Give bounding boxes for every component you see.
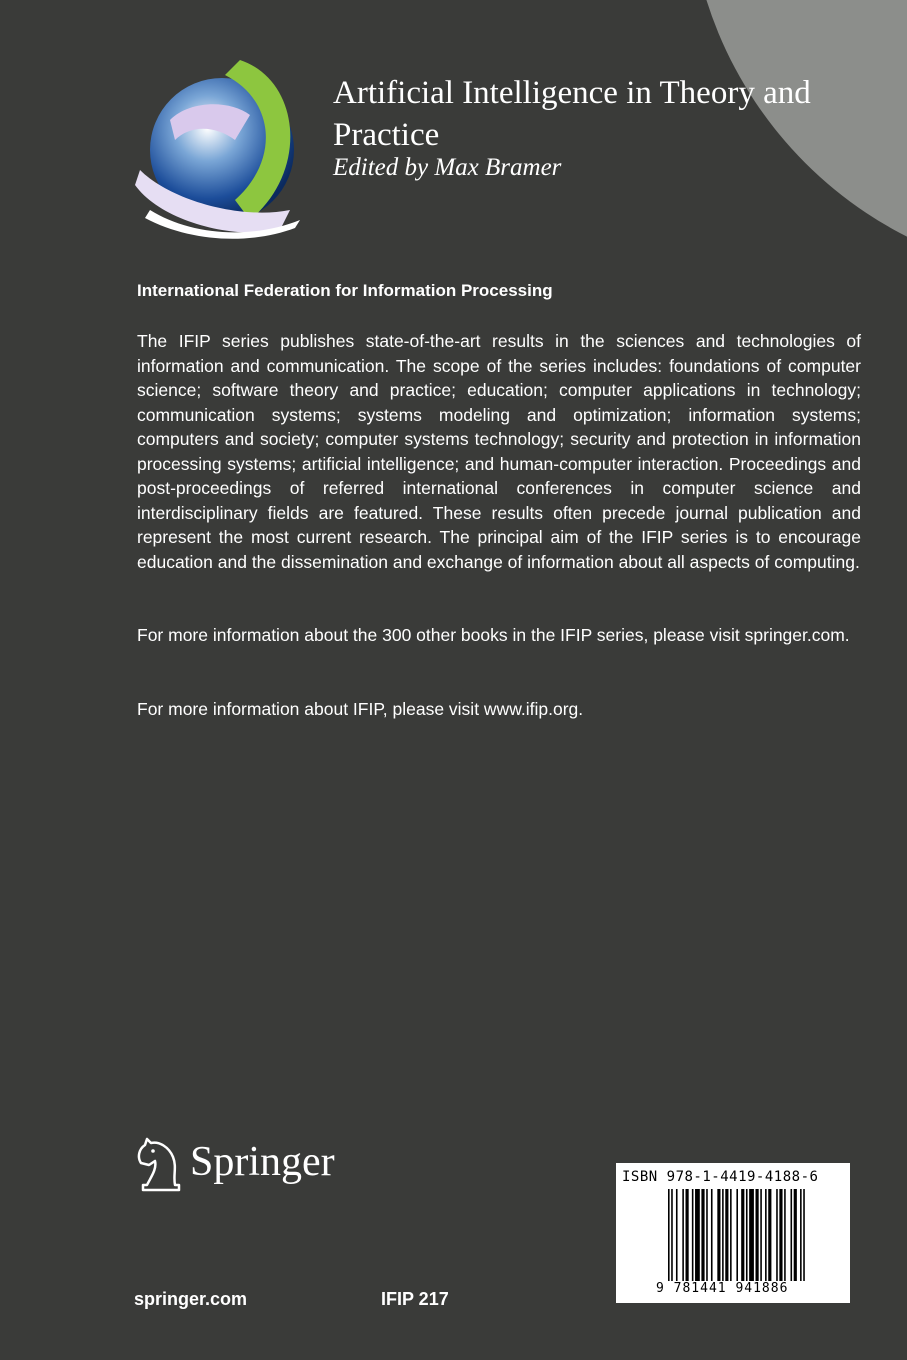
- barcode-bar: [676, 1189, 678, 1281]
- organization-heading: International Federation for Information Processing: [137, 281, 553, 300]
- barcode-digits: 9 781441 941886: [656, 1281, 789, 1296]
- barcode-bars: [668, 1189, 808, 1287]
- barcode-bar: [776, 1189, 778, 1281]
- barcode-bar: [794, 1189, 797, 1281]
- barcode-bar: [717, 1189, 720, 1281]
- barcode-bar: [682, 1189, 684, 1281]
- barcode-bar: [800, 1189, 802, 1281]
- barcode-bar: [791, 1189, 793, 1281]
- more-ifip-info: For more information about IFIP, please visit www.ifip.org.: [137, 699, 584, 719]
- barcode-bar: [736, 1189, 738, 1281]
- barcode-bar: [722, 1189, 724, 1281]
- barcode-bar: [803, 1189, 805, 1281]
- barcode-bar: [765, 1189, 767, 1281]
- isbn-label: ISBN 978-1-4419-4188-6: [622, 1169, 819, 1185]
- barcode-bar: [756, 1189, 759, 1281]
- barcode-bar: [686, 1189, 689, 1281]
- barcode-bar: [725, 1189, 728, 1281]
- book-editor: Edited by Max Bramer: [333, 154, 562, 181]
- barcode-bar: [741, 1189, 744, 1281]
- more-books-info: For more information about the 300 other books in the IFIP series, please visit springer.com.: [137, 625, 850, 645]
- barcode-bar: [749, 1189, 754, 1281]
- barcode-bar: [671, 1189, 673, 1281]
- series-description: The IFIP series publishes state-of-the-art results in the sciences and technologies of information and communication. The scope of the series includes: foundations of computer science; software theory and practice; education; computer applications in technology; communication systems; systems modeling and optimization; information systems; computers and society; computer systems technology; security and protection in information processing systems; artificial intelligence; and human-computer interaction. Proceedings and post-proceedings of referred international conferences in computer science and interdisciplinary fields are featured. These results often precede journal publication and represent the most current research. The principal aim of the IFIP series is to encourage education and the dissemination and exchange of information about all aspects of computing.: [137, 331, 861, 572]
- barcode-bar: [768, 1189, 771, 1281]
- isbn-barcode: [616, 1163, 850, 1303]
- barcode-bar: [695, 1189, 700, 1281]
- publisher-url[interactable]: springer.com: [134, 1289, 248, 1309]
- barcode-bar: [692, 1189, 694, 1281]
- barcode-bar: [784, 1189, 786, 1281]
- series-number: IFIP 217: [381, 1289, 449, 1309]
- barcode-bar: [711, 1189, 713, 1281]
- barcode-bar: [706, 1189, 708, 1281]
- barcode-bar: [730, 1189, 732, 1281]
- barcode-bar: [746, 1189, 748, 1281]
- barcode-bar: [760, 1189, 762, 1281]
- springer-wordmark: Springer: [190, 1139, 335, 1185]
- globe-logo-icon: [130, 50, 310, 245]
- barcode-bar: [701, 1189, 704, 1281]
- barcode-bar: [668, 1189, 670, 1281]
- barcode-bar: [779, 1189, 782, 1281]
- book-title: Artificial Intelligence in Theory and Practice: [333, 75, 811, 153]
